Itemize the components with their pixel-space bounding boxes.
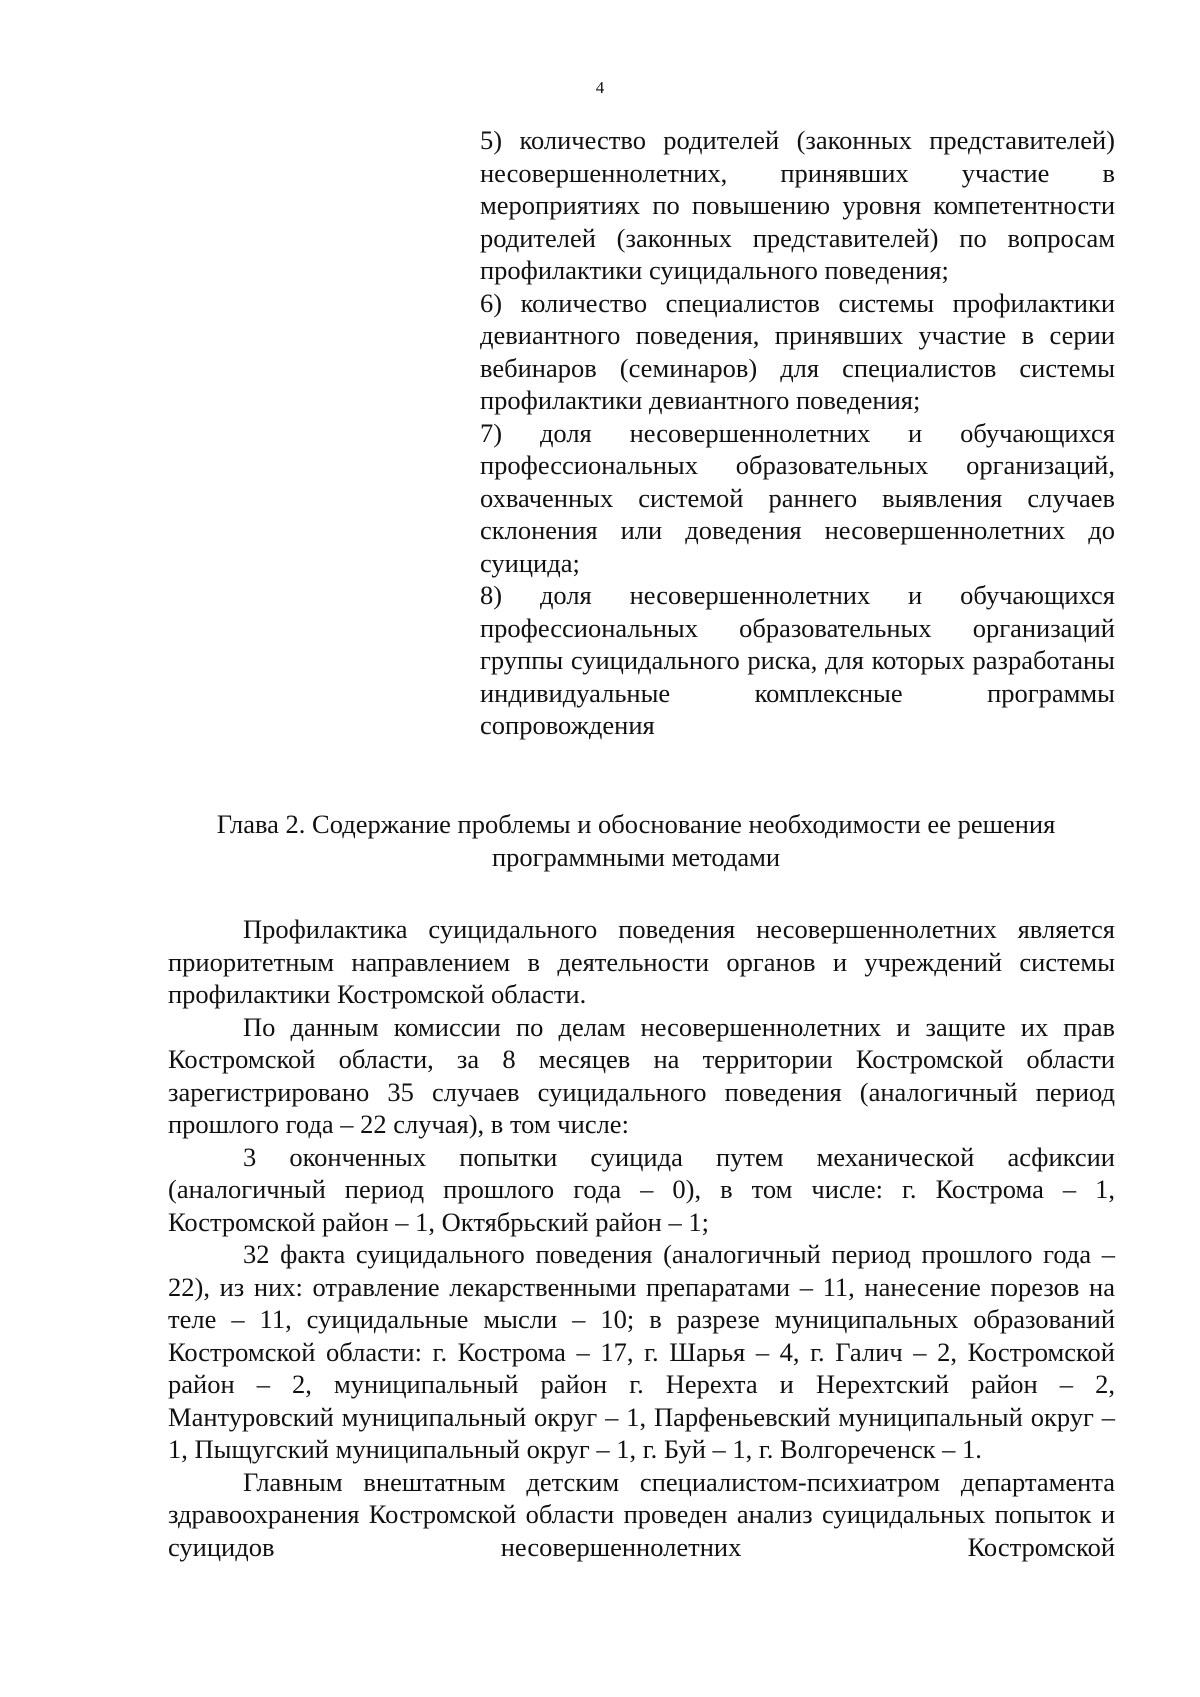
- paragraph-completed-attempts: 3 оконченных попытки суицида путем механической асфиксии (аналогичный период прошлого года – 0), в том числе: г. Кострома – 1, Костромской район – 1, Октябрьский район – 1;: [168, 1141, 1115, 1237]
- chapter-heading-line-1: Глава 2. Содержание проблемы и обоснование необходимости ее решения: [216, 809, 1056, 839]
- indicator-item-8: 8) доля несовершеннолетних и обучающихся профессиональных образовательных организаций группы суицидального риска, для которых разработаны индивидуальные комплексные программы сопровождения: [480, 580, 1115, 740]
- paragraph-psychiatrist-analysis: Главным внештатным детским специалистом-психиатром департамента здравоохранения Костромской области проведен анализ суицидальных попыток и суицидов несовершеннолетних Костромской: [168, 1466, 1115, 1562]
- indicator-list: [480, 124, 1115, 742]
- chapter-body: [168, 913, 1115, 1563]
- paragraph-priority: Профилактика суицидального поведения несовершеннолетних является приоритетным направлением в деятельности органов и учреждений системы профилактики Костромской области.: [168, 914, 1115, 1009]
- chapter-heading-line-2: программными методами: [491, 842, 781, 872]
- indicator-item-5: 5) количество родителей (законных представителей) несовершеннолетних, принявших участие в мероприятиях по повышению уровня компетентности родителей (законных представителей) по вопросам профилактики суицидального поведения;: [480, 125, 1115, 285]
- paragraph-suicidal-behavior-facts: 32 факта суицидального поведения (аналогичный период прошлого года – 22), из них: отравление лекарственными препаратами – 11, нанесение порезов на теле – 11, суицидальные мысли – 10; в разрезе муниципальных образований Костромской области: г. Кострома – 17, г. Шарья – 4, г. Галич – 2, Костромской район – 2, муниципальный район г. Нерехта и Нерехтский район – 2, Мантуровский муниципальный округ – 1, Парфеньевский муниципальный округ – 1, Пыщугский муниципальный округ – 1, г. Буй – 1, г. Волгореченск – 1.: [168, 1239, 1115, 1464]
- chapter-heading: [160, 808, 1112, 874]
- page-number: 4: [595, 78, 605, 97]
- paragraph-commission-data: По данным комиссии по делам несовершеннолетних и защите их прав Костромской области, за 8 месяцев на территории Костромской области зарегистрировано 35 случаев суицидального поведения (аналогичный период прошлого года – 22 случая), в том числе:: [168, 1011, 1115, 1139]
- indicator-item-7: 7) доля несовершеннолетних и обучающихся профессиональных образовательных организаций, охваченных системой раннего выявления случаев склонения или доведения несовершеннолетних до суицида;: [480, 417, 1115, 578]
- indicator-item-6: 6) количество специалистов системы профилактики девиантного поведения, принявших участие в серии вебинаров (семинаров) для специалистов системы профилактики девиантного поведения;: [480, 287, 1115, 415]
